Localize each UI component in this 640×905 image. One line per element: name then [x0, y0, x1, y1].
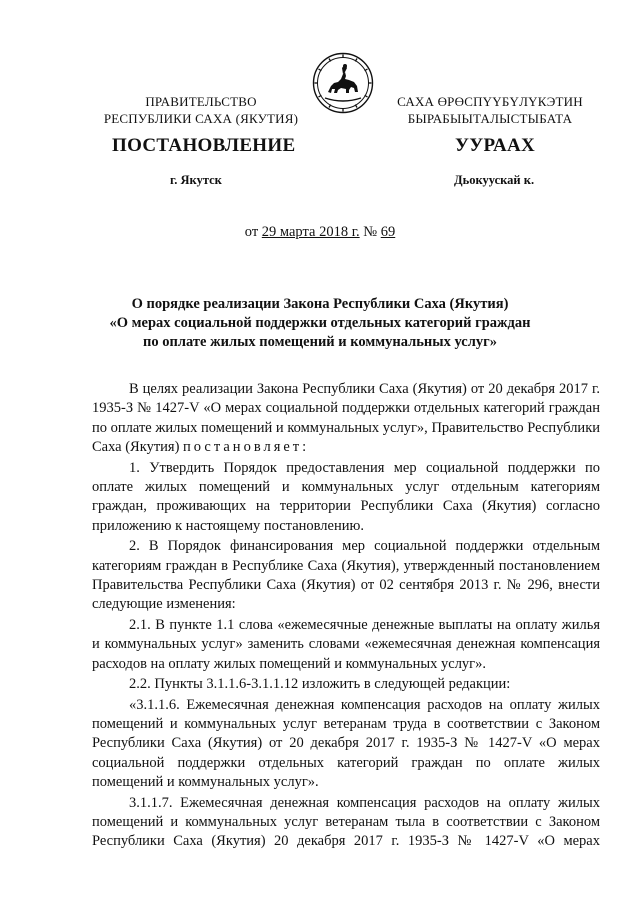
header-right-line2: БЫРАБЫЫТАЛЫСТЫБАТА: [407, 111, 573, 126]
preamble-text: В целях реализации Закона Республики Саха (Якутия) от 20 декабря 2017 г. 1935-З № 1427-V «О мерах социальной поддержки отдельных категорий граждан по оплате жилых помещений и коммунальных услуг», Правительство Республики Саха (Якутия): [92, 381, 600, 456]
number-sign: №: [359, 224, 381, 240]
city-ru: г. Якутск: [170, 173, 222, 187]
paragraph-2-1: 2.1. В пункте 1.1 слова «ежемесячные денежные выплаты на оплату жилья и коммунальных услуг» заменить словами «ежемесячная денежная компенсация расходов на оплату жилых помещений и коммунальных услуг».: [92, 616, 600, 672]
header-right-line1: САХА ӨРӨСПҮҮБҮЛҮКЭТИН: [397, 94, 583, 109]
city-sah: Дьокуускай к.: [454, 173, 535, 187]
title-line1: О порядке реализации Закона Республики Саха (Якутия): [131, 296, 509, 312]
paragraph-2: 2. В Порядок финансирования мер социальной поддержки отдельным категориям граждан в Республике Саха (Якутия), утвержденный постановлением Правительства Республики Саха (Якутия) от 02 сентября 2013 г. № 296, внести следующие изменения:: [92, 538, 600, 613]
document-number: 69: [380, 224, 396, 240]
header-government-ru: [96, 93, 306, 127]
header-left-line2: РЕСПУБЛИКИ САХА (ЯКУТИЯ): [103, 111, 299, 126]
paragraph-2-2: 2.2. Пункты 3.1.1.6-3.1.1.12 изложить в следующей редакции:: [129, 676, 511, 693]
coat-of-arms-icon: [312, 52, 374, 114]
preamble-decree-word: постановляет:: [183, 439, 310, 456]
paragraph-3-1-1-6: «3.1.1.6. Ежемесячная денежная компенсация расходов на оплату жилых помещений и коммунальных услуг ветеранам труда в соответствии с Законом Республики Саха (Якутия) от 20 декабря 2017 г. 1935-З № 1427-V «О мерах социальной поддержки отдельных категорий граждан по оплате жилых помещений и коммунальных услуг».: [92, 696, 600, 791]
date-number-line: [0, 224, 640, 241]
document-body: [92, 380, 600, 852]
paragraph-preamble: [92, 380, 600, 458]
paragraph-1: 1. Утвердить Порядок предоставления мер социальной поддержки по оплате жилых помещений и коммунальных услуг отдельным категориям граждан, проживающих на территории Республики Саха (Якутия) согласно приложению к настоящему постановлению.: [92, 459, 600, 534]
header-left-line1: ПРАВИТЕЛЬСТВО: [145, 94, 257, 109]
paragraph-3-1-1-7: 3.1.1.7. Ежемесячная денежная компенсация расходов на оплату жилых помещений и коммунальных услуг ветеранам тыла в соответствии с Законом Республики Саха (Якутия) 20 декабря 2017 г. 1935-З № 1427-V «О мерах: [92, 794, 600, 850]
date-prefix: от: [244, 224, 262, 240]
title-line3: по оплате жилых помещений и коммунальных услуг»: [143, 334, 497, 350]
doc-type-ru: ПОСТАНОВЛЕНИЕ: [112, 135, 296, 156]
header-government-sah: [378, 93, 602, 127]
document-date: 29 марта 2018 г.: [261, 224, 360, 240]
document-title: [90, 295, 550, 352]
title-line2: «О мерах социальной поддержки отдельных категорий граждан: [109, 315, 531, 331]
doc-type-sah: УУРААХ: [455, 135, 536, 156]
